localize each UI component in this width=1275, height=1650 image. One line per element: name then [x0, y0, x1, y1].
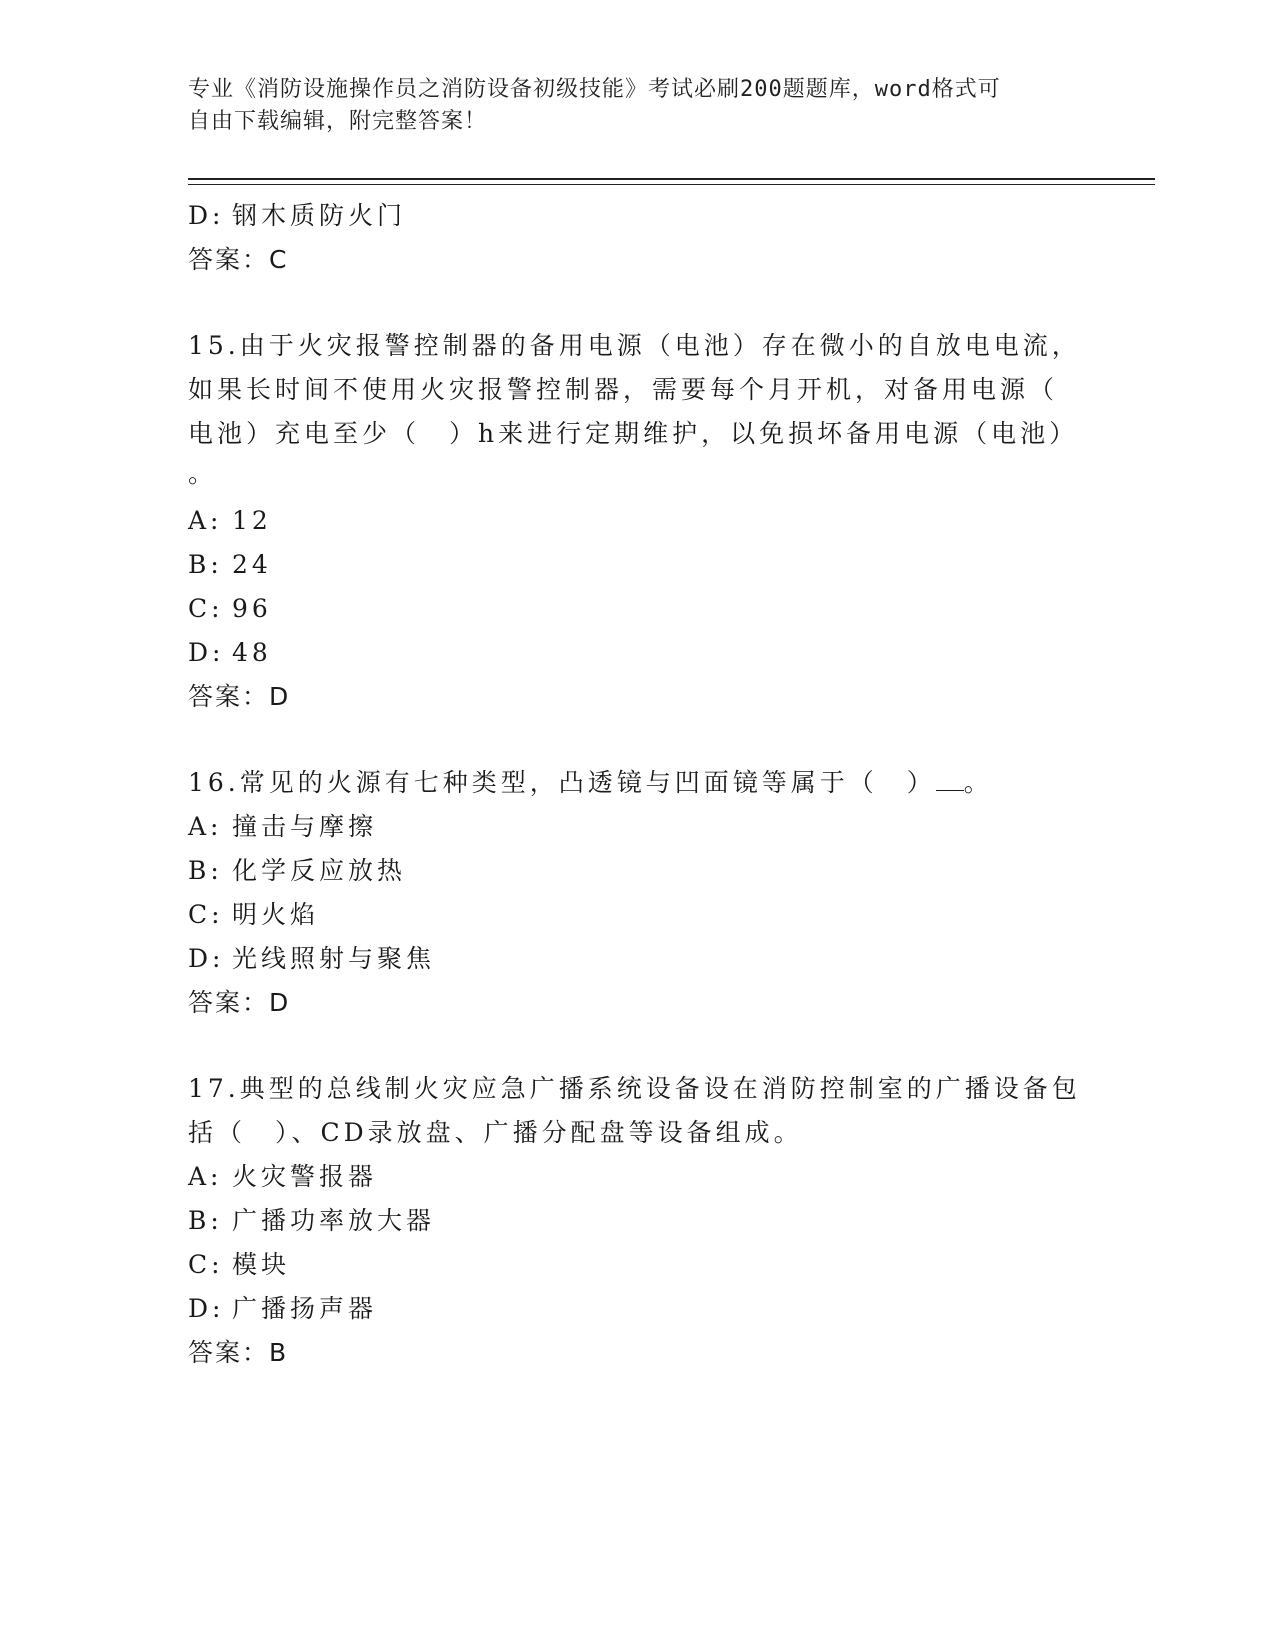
option-key: B:: [188, 1206, 223, 1235]
q17-stem-line-1: 17.典型的总线制火灾应急广播系统设备设在消防控制室的广播设备包: [188, 1074, 1081, 1103]
option-key: C:: [188, 1250, 224, 1279]
option-text: 广播功率放大器: [232, 1206, 436, 1235]
option-key: C:: [188, 594, 224, 623]
q15-stem-line-4: 。: [188, 459, 218, 488]
header-line-2: 自由下载编辑，附完整答案！: [188, 109, 488, 134]
option-text: 12: [232, 506, 272, 535]
q17-option-d: [188, 1293, 377, 1325]
q15-stem-line-2: 如果长时间不使用火灾报警控制器，需要每个月开机，对备用电源（: [188, 375, 1059, 404]
q15-answer: 答案：D: [188, 682, 291, 711]
fill-in-blank: [936, 770, 964, 791]
option-key: B:: [188, 856, 223, 885]
option-text: 钢木质防火门: [232, 201, 407, 230]
header-divider-thin: [188, 184, 1155, 185]
option-text: 撞击与摩擦: [232, 812, 378, 841]
option-text: 化学反应放热: [232, 856, 407, 885]
prev-question-answer: 答案：C: [188, 245, 289, 274]
q17-option-c: [188, 1249, 290, 1281]
option-key: D:: [188, 1294, 225, 1323]
q17-answer: 答案：B: [188, 1338, 289, 1367]
q15-option-d: [188, 637, 272, 669]
q16-stem-end: 。: [963, 768, 993, 797]
document-header: [188, 74, 1088, 138]
q17-option-a: [188, 1161, 377, 1193]
option-key: D:: [188, 944, 225, 973]
option-key: C:: [188, 900, 224, 929]
header-line-1: 专业《消防设施操作员之消防设备初级技能》考试必刷200题题库，word格式可: [188, 77, 1001, 102]
option-text: 明火焰: [232, 900, 320, 929]
header-divider-thick: [188, 178, 1155, 180]
option-key: A:: [188, 506, 223, 535]
option-key: A:: [188, 1162, 223, 1191]
q16-option-c: [188, 899, 319, 931]
option-key: D:: [188, 201, 225, 230]
q17-option-b: [188, 1205, 435, 1237]
option-key: B:: [188, 550, 223, 579]
q16-stem: [188, 767, 993, 799]
option-text: 模块: [232, 1250, 291, 1279]
q16-answer: 答案：D: [188, 988, 291, 1017]
option-key: A:: [188, 812, 223, 841]
option-text: 24: [232, 550, 272, 579]
q15-option-a: [188, 505, 272, 537]
prev-question-option-d: [188, 200, 406, 232]
q16-option-b: [188, 855, 406, 887]
option-text: 光线照射与聚焦: [232, 944, 436, 973]
q16-stem-text: 16.常见的火源有七种类型，凸透镜与凹面镜等属于（ ）: [188, 768, 936, 797]
q15-option-b: [188, 549, 272, 581]
q16-option-a: [188, 811, 377, 843]
q15-stem-line-1: 15.由于火灾报警控制器的备用电源（电池）存在微小的自放电电流，: [188, 331, 1081, 360]
q16-option-d: [188, 943, 435, 975]
option-text: 96: [232, 594, 272, 623]
q15-option-c: [188, 593, 272, 625]
option-text: 广播扬声器: [232, 1294, 378, 1323]
q15-stem-line-3: 电池）充电至少（ ）h来进行定期维护，以免损坏备用电源（电池）: [188, 419, 1079, 448]
option-text: 48: [232, 638, 272, 667]
option-key: D:: [188, 638, 225, 667]
q17-stem-line-2: 括（ ）、CD录放盘、广播分配盘等设备组成。: [188, 1118, 803, 1147]
option-text: 火灾警报器: [232, 1162, 378, 1191]
